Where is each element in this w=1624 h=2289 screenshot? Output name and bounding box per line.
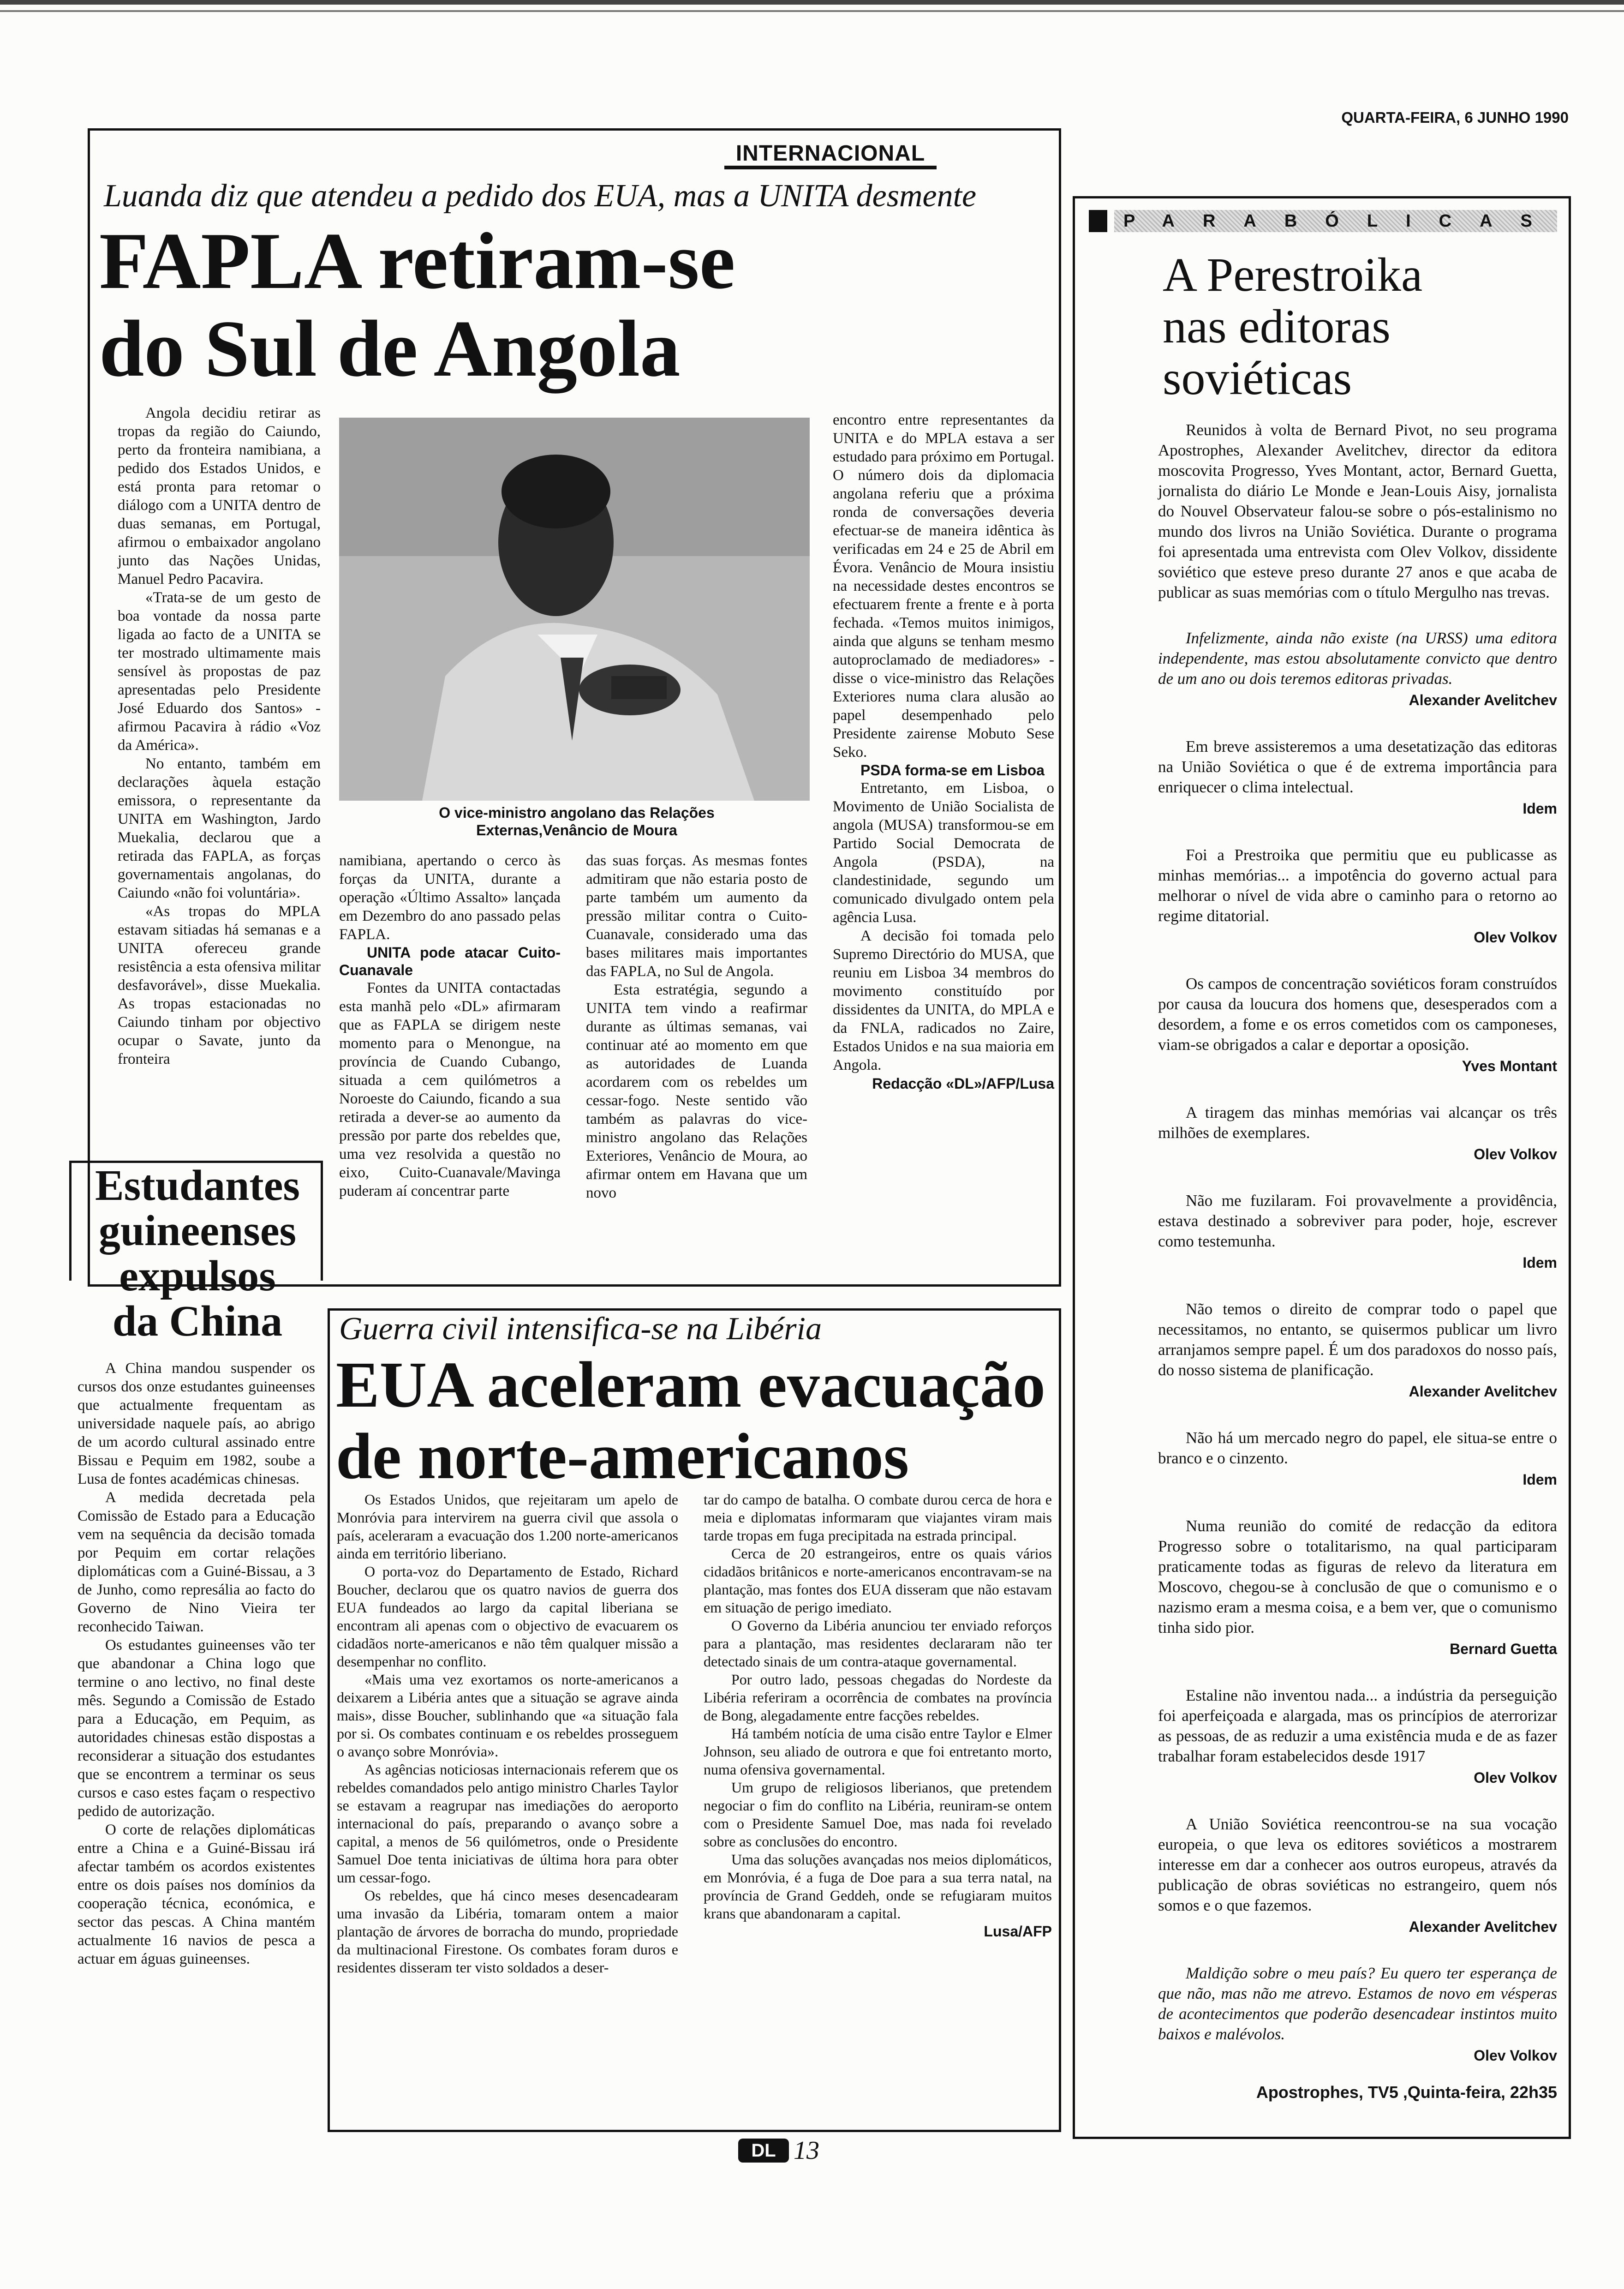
quote-text: Não me fuzilaram. Foi provavelmente a providência, estava destinado a sobreviver para poder, hoje, escrever como testemunha.: [1158, 1192, 1557, 1250]
main-headline-line2: do Sul de Angola: [99, 304, 681, 393]
china-para: O corte de relações diplomáticas entre a China e a Guiné-Bissau irá afectar também os acordos existentes entre os dois países nos domínios da cooperação técnica, económica, e sector das pescas. A China mantém actualmente 16 navios de pesca a actuar em águas guineenses.: [78, 1822, 315, 1967]
photo-venancio-de-moura: [339, 418, 810, 801]
liberia-credit: Lusa/AFP: [984, 1923, 1052, 1940]
quote-author: Idem: [1522, 800, 1557, 817]
liberia-col2-para: Uma das soluções avançadas nos meios diplomáticos, em Monróvia, é a fuga de Doe para a sua terra natal, na província de Grand Geddeh, onde se refugiaram muitos krans que abandonaram a capital.: [704, 1851, 1052, 1922]
quote-author: Bernard Guetta: [1450, 1641, 1557, 1657]
main-headline-line1: FAPLA retiram-se: [99, 216, 735, 306]
main-kicker: Luanda diz que atendeu a pedido dos EUA, mas a UNITA desmente: [104, 178, 977, 214]
liberia-col2-para: Há também notícia de uma cisão entre Taylor e Elmer Johnson, seu aliado de outrora e que foi entretanto morto, numa ofensiva governamental.: [704, 1725, 1052, 1778]
quote-text: Infelizmente, ainda não existe (na URSS) uma editora independente, mas estou absolutamente convicto que dentro de um ano ou dois teremos editoras privadas.: [1158, 629, 1557, 688]
parabolicas-marker: [1089, 210, 1107, 232]
liberia-col2-para: tar do campo de batalha. O combate durou cerca de hora e meia e diplomatas informaram que viajantes viram mais tarde tropas em fuga precipitada na estrada principal.: [704, 1491, 1052, 1544]
main-col2-para: namibiana, apertando o cerco às forças da UNITA, durante a operação «Último Assalto» lançada em Dezembro do ano passado pelas FAPLA.: [339, 852, 561, 943]
parabolicas-headline-line: nas editoras: [1163, 300, 1391, 353]
liberia-headline-line2: de norte-americanos: [336, 1420, 909, 1492]
main-column-2: [339, 851, 561, 1200]
quote-text: A tiragem das minhas memórias vai alcançar os três milhões de exemplares.: [1158, 1103, 1557, 1142]
quote-author: Alexander Avelitchev: [1409, 1918, 1557, 1935]
liberia-col1-para: «Mais uma vez exortamos os norte-americanos a deixarem a Libéria antes que a situação se agrave ainda mais», disse Boucher, sublinhando que «a situação fala por si. Os combates continuam e os rebeldes prosseguem o avanço sobre Monróvia».: [337, 1671, 678, 1760]
quote-author: Olev Volkov: [1474, 1146, 1557, 1162]
china-headline-line: da China: [112, 1297, 283, 1345]
main-col4-para: A decisão foi tomada pelo Supremo Directório do MUSA, que reuniu em Lisboa 34 membros do movimento constituído por dissidentes da UNITA, do MPLA e da FNLA, radicados no Zaire, Estados Unidos e na sua maioria em Angola.: [833, 928, 1054, 1073]
liberia-col2-para: Cerca de 20 estrangeiros, entre os quais vários cidadãos britânicos e norte-americanos encontravam-se na plantação, mas fontes dos EUA disseram que não estavam em situação de perigo imediato.: [704, 1545, 1052, 1616]
main-col4-para: Entretanto, em Lisboa, o Movimento de União Socialista de angola (MUSA) transformou-se em Partido Social Democrata de Angola (PSDA), na clandestinidade, segundo um comunicado divulgado ontem pela agência Lusa.: [833, 780, 1054, 926]
main-col2-para: Fontes da UNITA contactadas esta manhã pelo «DL» afirmaram que as FAPLA se dirigem neste momento para o Menongue, na província de Cuando Cubango, situada a cem quilómetros a Noroeste do Caiundo, ficando a sua retirada a dever-se ao aumento da pressão por parte dos rebeldes que, uma vez resolvida a questão no eixo, Cuito-Cuanavale/Mavinga puderam aí concentrar parte: [339, 980, 561, 1199]
main-col2-subhead: UNITA pode atacar Cuito-Cuanavale: [339, 944, 561, 978]
main-col1-para: Angola decidiu retirar as tropas da região do Caiundo, perto da fronteira namibiana, a pedido dos Estados Unidos, e está pronta para retomar o diálogo com a UNITA dentro de duas semanas, em Portugal, afirmou o embaixador angolano junto das Nações Unidas, Manuel Pedro Pacavira.: [118, 405, 321, 587]
main-credit: Redacção «DL»/AFP/Lusa: [872, 1075, 1054, 1092]
china-body: [78, 1359, 315, 1968]
liberia-col1-para: As agências noticiosas internacionais referem que os rebeldes comandados pelo antigo ministro Charles Taylor se estavam a reagrupar nas imediações do aeroporto internacional do país, preparando o avanço sobre a capital, a menos de 56 quilómetros, onde o Presidente Samuel Doe tenta iniciativas de última hora para obter um cessar-fogo.: [337, 1761, 678, 1886]
liberia-col2-para: Um grupo de religiosos liberianos, que pretendem negociar o fim do conflito na Libéria, reuniram-se ontem com o Presidente Samuel Doe, mas nada foi revelado sobre as conclusões do encontro.: [704, 1779, 1052, 1850]
liberia-col1-para: O porta-voz do Departamento de Estado, Richard Boucher, declarou que os quatro navios de guerra dos EUA fundeados ao largo da capital liberiana se encontram ali apenas com o objectivo de evacuarem os cidadãos norte-americanos e não têm qualquer missão a desempenhar no conflito.: [337, 1563, 678, 1670]
china-headline-line: guineenses: [98, 1207, 297, 1255]
main-column-3: [586, 851, 807, 1202]
liberia-headline-line1: EUA aceleram evacuação: [336, 1348, 1045, 1421]
main-column-1: [118, 404, 321, 1068]
parabolicas-label: PARABÓLICAS: [1114, 210, 1557, 232]
quote-author: Alexander Avelitchev: [1409, 692, 1557, 708]
quote-text: Em breve assisteremos a uma desetatização das editoras na União Soviética o que é de extrema importância para enriquecer o clima intelectual.: [1158, 737, 1557, 796]
parabolicas-body: [1158, 420, 1557, 2130]
liberia-col2-para: Por outro lado, pessoas chegadas do Nordeste da Libéria referiram a ocorrência de combates na província de Bong, alegadamente entre facções rebeldes.: [704, 1671, 1052, 1724]
china-para: A medida decretada pela Comissão de Estado para a Educação vem na sequência da decisão tomada por Pequim em cortar relações diplomáticas com a Guiné-Bissau, a 3 de Junho, como represália ao facto do Governo de Nino Vieira ter reconhecido Taiwan.: [78, 1489, 315, 1635]
china-para: Os estudantes guineenses vão ter que abandonar a China logo que termine o ano lectivo, no final deste mês. Segundo a Comissão de Estado para a Educação, em Pequim, as autoridades chinesas estão dispostas a reconsiderar a situação dos estudantes que se encontrem a terminar os seus cursos e caso estes façam o respectivo pedido de autorização.: [78, 1637, 315, 1820]
page-number: 13: [794, 2136, 819, 2165]
quote-author: Olev Volkov: [1474, 929, 1557, 946]
china-headline-line: Estudantes: [95, 1162, 300, 1210]
quote-text: Estaline não inventou nada... a indústria da perseguição foi aperfeiçoada e alargada, mas os princípios de aterrorizar as pessoas, de as reduzir a uma existência muda e de as fazer trabalhar foram estabelecidos desde 1917: [1158, 1686, 1557, 1765]
parabolicas-intro: Reunidos à volta de Bernard Pivot, no seu programa Apostrophes, Alexander Avelitchev, director da editora moscovita Progresso, Yves Montant, actor, Bernard Guetta, jornalista do diário Le Monde e Jean-Louis Aisy, jornalista do Nouvel Observateur falou-se sobre o pós-estalinismo no mundo dos livros na União Soviética. Durante o programa foi apresentada uma entrevista com Olev Volkov, dissidente soviético que esteve preso durante 27 anos e que acaba de publicar as suas memórias com o título Mergulho nas trevas.: [1158, 421, 1557, 601]
parabolicas-footer: Apostrophes, TV5 ,Quinta-feira, 22h35: [1256, 2083, 1557, 2102]
quote-text: Foi a Prestroika que permitiu que eu publicasse as minhas memórias... a impotência do governo actual para melhorar o nível de vida abre o caminho para o retorno ao regime ditatorial.: [1158, 846, 1557, 925]
liberia-col1-para: Os rebeldes, que há cinco meses desencadearam uma invasão da Libéria, tomaram ontem a maior plantação de árvores de borracha do mundo, propriedade da multinacional Firestone. Os combates foram duros e residentes disseram ter visto soldados a deser-: [337, 1887, 678, 1976]
photo-caption: O vice-ministro angolano das Relações Externas,Venâncio de Moura: [439, 804, 715, 839]
liberia-kicker: Guerra civil intensifica-se na Libéria: [339, 1311, 822, 1347]
quote-author: Yves Montant: [1462, 1058, 1557, 1074]
quote-author: Idem: [1522, 1254, 1557, 1271]
portrait-image: [339, 418, 810, 801]
liberia-col2-para: O Governo da Libéria anunciou ter enviado reforços para a plantação, mas residentes declararam não ter detectado sinais de um contra-ataque governamental.: [704, 1617, 1052, 1670]
china-para: A China mandou suspender os cursos dos onze estudantes guineenses que actualmente frequentam as universidade naquele país, ao abrigo de um acordo cultural assinado entre Bissau e Pequim em 1982, soube a Lusa de fontes académicas chinesas.: [78, 1360, 315, 1487]
quote-text: Numa reunião do comité de redacção da editora Progresso sobre o totalitarismo, na qual participaram praticamente todas as figuras de relevo da literatura em Moscovo, chegou-se à conclusão de que o comunismo e o nazismo eram a mesma coisa, e a bem ver, que o comunismo tinha sido pior.: [1158, 1517, 1557, 1636]
parabolicas-headline-line: A Perestroika: [1163, 248, 1423, 301]
main-col3-para: Esta estratégia, segundo a UNITA tem vindo a reafirmar durante as últimas semanas, vai continuar até ao momento em que as autoridades de Luanda acordarem com os rebeldes um cessar-fogo. Neste sentido vão também as palavras do vice-ministro angolano das Relações Exteriores, Venâncio de Moura, ao afirmar ontem em Havana que um novo: [586, 982, 807, 1201]
liberia-col1-para: Os Estados Unidos, que rejeitaram um apelo de Monróvia para intervirem na guerra civil que assola o país, aceleraram a evacuação dos 1.200 norte-americanos ainda em território liberiano.: [337, 1491, 678, 1562]
main-col4-para: encontro entre representantes da UNITA e do MPLA estava a ser estudado para próximo em Portugal. O número dois da diplomacia angolana referiu que a próxima ronda de conversações deveria efectuar-se de maneira idêntica às verificadas em 24 e 25 de Abril em Évora. Venâncio de Moura insistiu na necessidade destes encontros se efectuarem frente a frente e à porta fechada. «Temos muitos inimigos, ainda que alguns se tenham mesmo autoproclamado de mediadores» - disse o vice-ministro das Relações Exteriores numa clara alusão ao papel desempenhado pelo Presidente zairense Mobuto Sese Seko.: [833, 412, 1054, 761]
section-label: INTERNACIONAL: [724, 141, 937, 169]
quote-author: Idem: [1522, 1471, 1557, 1488]
china-headline: [78, 1163, 317, 1344]
main-column-4: [833, 411, 1054, 1093]
liberia-column-2: [704, 1491, 1052, 1941]
quote-author: Olev Volkov: [1474, 1769, 1557, 1786]
quote-text: Os campos de concentração soviéticos foram construídos por causa da loucura dos homens que, desesperados com a desordem, a fome e os erros cometidos com os camponeses, viam-se obrigados a calar e deportar a oposição.: [1158, 975, 1557, 1054]
quote-text: Não temos o direito de comprar todo o papel que necessitamos, no entanto, se quisermos publicar um livro arranjamos sempre papel. É um dos paradoxos do nosso país, do nosso sistema de planificação.: [1158, 1300, 1557, 1379]
main-col1-para: «Trata-se de um gesto de boa vontade da nossa parte ligada ao facto de a UNITA se ter mostrado ultimamente mais sensível às propostas de paz apresentadas pelo Presidente José Eduardo dos Santos» - afirmou Pacavira à rádio «Voz da América».: [118, 589, 321, 754]
parabolicas-headline-line: soviéticas: [1163, 352, 1352, 405]
footer-logo: DL: [738, 2139, 789, 2163]
main-col1-para: «As tropas do MPLA estavam sitiadas há semanas e a UNITA ofereceu grande resistência a esta ofensiva militar desfavorável», disse Muekalia. As tropas estacionadas no Caiundo tinham por objectivo ocupar o Savate, junto da fronteira: [118, 903, 321, 1067]
quote-text: Não há um mercado negro do papel, ele situa-se entre o branco e o cinzento.: [1158, 1429, 1557, 1467]
main-col3-para: das suas forças. As mesmas fontes admitiram que não estaria posto de parte também um aumento da pressão militar contra o Cuito-Cuanavale, considerado uma das bases militares mais importantes das FAPLA, no Sul de Angola.: [586, 852, 807, 980]
liberia-column-1: [337, 1491, 678, 1977]
page-date: QUARTA-FEIRA, 6 JUNHO 1990: [1341, 109, 1569, 126]
main-col4-subhead: PSDA forma-se em Lisboa: [860, 762, 1045, 779]
main-col1-para: No entanto, também em declarações àquela estação emissora, o representante da UNITA em Washington, Jardo Muekalia, declarou que a retirada das FAPLA, as forças governamentais angolanas, do Caiundo «não foi voluntária».: [118, 755, 321, 901]
quote-author: Olev Volkov: [1474, 2047, 1557, 2064]
quote-text: Maldição sobre o meu país? Eu quero ter esperança de que não, mas não me atrevo. Estamos de novo em vésperas de acontecimentos que poderão desencadear instintos muito baixos e malévolos.: [1158, 1964, 1557, 2043]
quote-author: Alexander Avelitchev: [1409, 1383, 1557, 1400]
china-headline-line: expulsos: [119, 1252, 276, 1300]
page-footer: [706, 2137, 983, 2164]
quote-text: A União Soviética reencontrou-se na sua vocação europeia, o que leva os editores soviéticos a mostrarem interesse em dar a conhecer aos outros europeus, através da publicação de obras soviéticas no estrangeiro, quem nós somos e o que fazemos.: [1158, 1815, 1557, 1914]
parabolicas-headline: [1163, 249, 1559, 404]
